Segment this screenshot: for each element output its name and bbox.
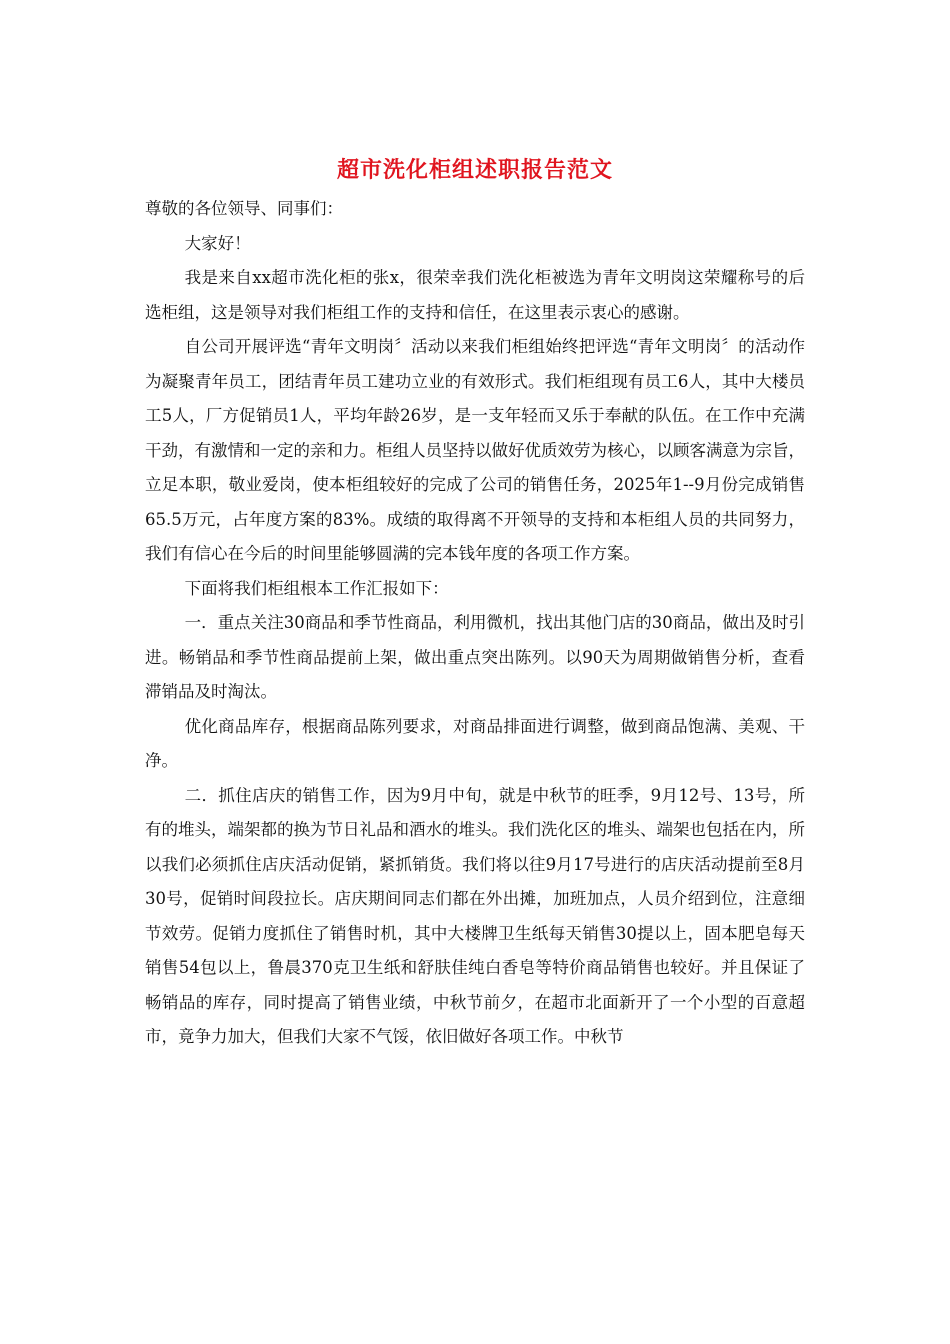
paragraph-greeting: 大家好！ — [184, 233, 251, 253]
paragraph-team-overview: 自公司开展评选“青年文明岗〞活动以来我们柜组始终把评选“青年文明岗〞的活动作为凝聚青年员工，团结青年员工建功立业的有效形式。我们柜组现有员工6人，其中大楼员工5人，厂方促销员1人，平均年龄26岁，是一支年轻而又乐于奉献的队伍。在工作中充满干劲，有激情和一定的亲和力。柜组人员坚持以做好优质效劳为核心，以顾客满意为宗旨，立足本职，敬业爱岗，使本柜组较好的完成了公司的销售任务，2025年1--9月份完成销售65.5万元，占年度方案的83%。成绩的取得离不开领导的支持和本柜组人员的共同努力，我们有信心在今后的时间里能够圆满的完本钱年度的各项工作方案。 — [145, 337, 805, 563]
paragraph-item-two: 二．抓住店庆的销售工作，因为9月中旬，就是中秋节的旺季，9月12号、13号，所有的堆头，端架都的换为节日礼品和酒水的堆头。我们洗化区的堆头、端架也包括在内，所以我们必须抓住店庆活动促销，紧抓销货。我们将以往9月17号进行的店庆活动提前至8月30号，促销时间段拉长。店庆期间同志们都在外出摊，加班加点，人员介绍到位，注意细节效劳。促销力度抓住了销售时机，其中大楼牌卫生纸每天销售30提以上，固本肥皂每天销售54包以上，鲁晨370克卫生纸和舒肤佳纯白香皂等特价商品销售也较好。并且保证了畅销品的库存，同时提高了销售业绩，中秋节前夕，在超市北面新开了一个小型的百意超市，竟争力加大，但我们大家不气馁，依旧做好各项工作。中秋节 — [145, 785, 805, 1046]
salutation: 尊敬的各位领导、同事们： — [145, 199, 343, 218]
paragraph-report-intro: 下面将我们柜组根本工作汇报如下： — [184, 578, 449, 598]
document-page — [145, 150, 805, 1055]
paragraph-introduction: 我是来自xx超市洗化柜的张x，很荣幸我们洗化柜被选为青年文明岗这荣耀称号的后选柜组，这是领导对我们柜组工作的支持和信任，在这里表示衷心的感谢。 — [145, 268, 805, 322]
paragraph-inventory: 优化商品库存，根据商品陈列要求，对商品排面进行调整，做到商品饱满、美观、干净。 — [145, 716, 805, 770]
document-title: 超市洗化柜组述职报告范文 — [336, 157, 613, 183]
paragraph-item-one: 一．重点关注30商品和季节性商品，利用微机，找出其他门店的30商品，做出及时引进。畅销品和季节性商品提前上架，做出重点突出陈列。以90天为周期做销售分析，查看滞销品及时淘汰。 — [145, 613, 805, 701]
